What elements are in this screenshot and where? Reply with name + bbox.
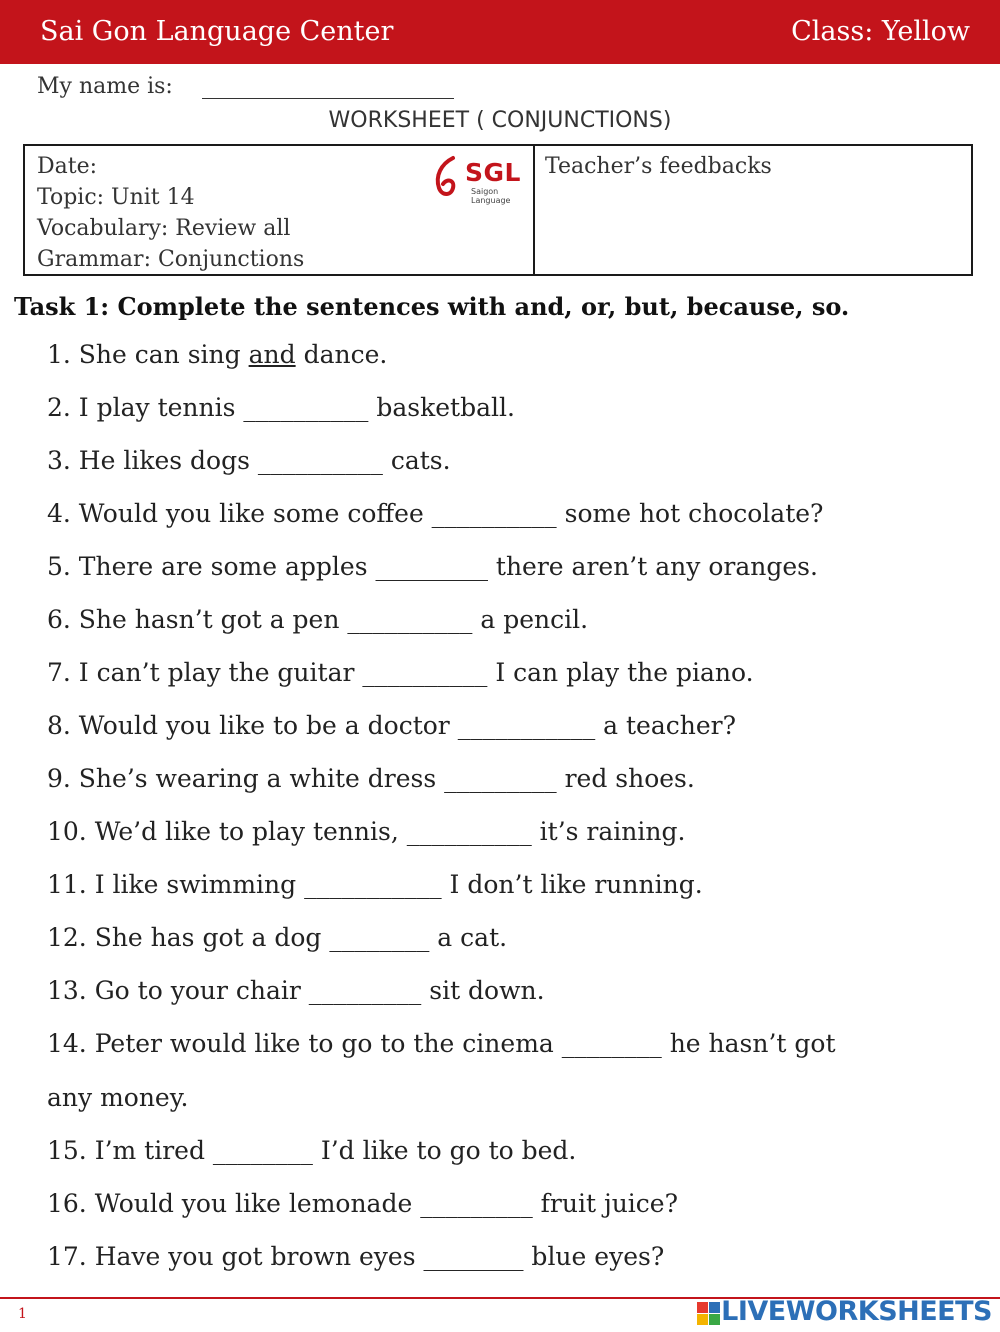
liveworksheets-logo-icon [697,1302,721,1326]
sgl-logo [431,154,531,204]
question-item[interactable]: 8. Would you like to be a doctor ___________ a teacher? [47,711,736,740]
question-continuation: any money. [47,1083,189,1112]
example-answer: and [248,340,296,369]
date-label: Date: [37,154,98,179]
question-item[interactable]: 16. Would you like lemonade _________ fruit juice? [47,1189,678,1218]
page-number: 1 [18,1306,27,1322]
name-row [37,74,454,99]
question-item[interactable]: 11. I like swimming ___________ I don’t like running. [47,870,703,899]
worksheet-title: WORKSHEET ( CONJUNCTIONS) [328,108,672,133]
question-item[interactable]: 3. He likes dogs __________ cats. [47,446,451,475]
vocabulary-label: Vocabulary: Review all [37,216,291,241]
teacher-feedback-label: Teacher’s feedbacks [545,154,772,179]
example-after: dance. [295,340,388,369]
logo-subtext: Saigon Language [471,187,511,205]
center-name: Sai Gon Language Center [40,16,394,47]
task-title: Task 1: Complete the sentences with and, or, but, because, so. [14,292,850,321]
question-item[interactable]: 14. Peter would like to go to the cinema ________ he hasn’t got [47,1029,836,1058]
question-item[interactable]: 6. She hasn’t got a pen __________ a pencil. [47,605,589,634]
name-label: My name is: [37,74,173,99]
topic-label: Topic: Unit 14 [37,185,195,210]
question-item[interactable]: 13. Go to your chair _________ sit down. [47,976,545,1005]
question-item[interactable]: 15. I’m tired ________ I’d like to go to bed. [47,1136,577,1165]
liveworksheets-brand[interactable]: LIVEWORKSHEETS [721,1296,992,1327]
question-item[interactable]: 17. Have you got brown eyes ________ blue eyes? [47,1242,665,1271]
info-left-cell [25,146,535,274]
header-bar [0,0,1000,64]
question-item[interactable]: 12. She has got a dog ________ a cat. [47,923,508,952]
question-item[interactable]: 2. I play tennis __________ basketball. [47,393,515,422]
example-before: 1. She can sing [47,340,249,369]
question-item[interactable]: 7. I can’t play the guitar __________ I can play the piano. [47,658,754,687]
logo-swirl-icon [431,154,463,200]
question-item[interactable]: 5. There are some apples _________ there aren’t any oranges. [47,552,818,581]
question-item[interactable]: 10. We’d like to play tennis, __________ it’s raining. [47,817,686,846]
class-label: Class: Yellow [791,16,970,47]
logo-text: SGL [465,158,521,187]
example-question [47,340,387,369]
question-item[interactable]: 9. She’s wearing a white dress _________ red shoes. [47,764,695,793]
info-box [23,144,973,276]
name-field[interactable] [202,78,454,99]
grammar-label: Grammar: Conjunctions [37,247,305,272]
question-item[interactable]: 4. Would you like some coffee __________ some hot chocolate? [47,499,824,528]
